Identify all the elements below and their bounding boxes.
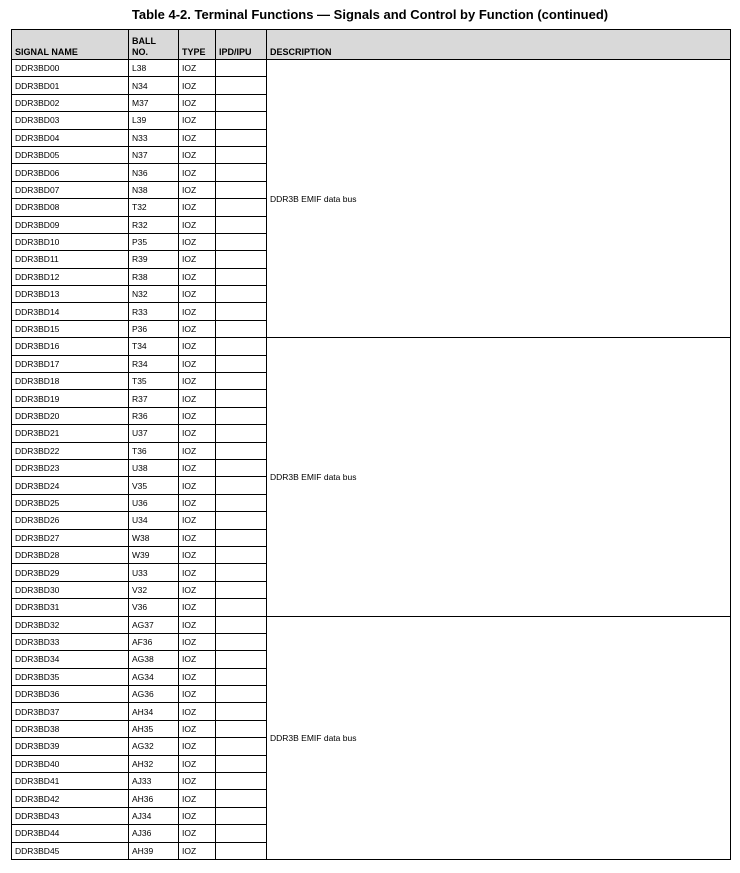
ipd-ipu-cell	[216, 320, 267, 337]
type-cell: IOZ	[179, 338, 216, 355]
ipd-ipu-cell	[216, 338, 267, 355]
signal-name-cell: DDR3BD02	[12, 94, 129, 111]
type-cell: IOZ	[179, 546, 216, 563]
ipd-ipu-cell	[216, 720, 267, 737]
ipd-ipu-cell	[216, 129, 267, 146]
type-cell: IOZ	[179, 581, 216, 598]
ipd-ipu-cell	[216, 390, 267, 407]
ball-no-cell: AG32	[129, 738, 179, 755]
ipd-ipu-cell	[216, 581, 267, 598]
ball-no-cell: T35	[129, 373, 179, 390]
table-body	[12, 60, 731, 860]
signal-name-cell: DDR3BD43	[12, 807, 129, 824]
ball-no-cell: AF36	[129, 633, 179, 650]
header-ball-line1: BALL	[132, 36, 156, 46]
signal-name-cell: DDR3BD25	[12, 494, 129, 511]
type-cell: IOZ	[179, 181, 216, 198]
type-cell: IOZ	[179, 529, 216, 546]
type-cell: IOZ	[179, 268, 216, 285]
ball-no-cell: U33	[129, 564, 179, 581]
ball-no-cell: R32	[129, 216, 179, 233]
type-cell: IOZ	[179, 164, 216, 181]
ipd-ipu-cell	[216, 512, 267, 529]
ipd-ipu-cell	[216, 773, 267, 790]
type-cell: IOZ	[179, 738, 216, 755]
type-cell: IOZ	[179, 373, 216, 390]
ipd-ipu-cell	[216, 616, 267, 633]
header-ball-no	[129, 30, 179, 60]
signal-name-cell: DDR3BD10	[12, 233, 129, 250]
ball-no-cell: N36	[129, 164, 179, 181]
type-cell: IOZ	[179, 720, 216, 737]
ipd-ipu-cell	[216, 425, 267, 442]
type-cell: IOZ	[179, 494, 216, 511]
ball-no-cell: R39	[129, 251, 179, 268]
signal-name-cell: DDR3BD38	[12, 720, 129, 737]
signal-name-cell: DDR3BD13	[12, 286, 129, 303]
ball-no-cell: AG36	[129, 686, 179, 703]
type-cell: IOZ	[179, 60, 216, 77]
signal-name-cell: DDR3BD17	[12, 355, 129, 372]
signal-name-cell: DDR3BD34	[12, 651, 129, 668]
ipd-ipu-cell	[216, 529, 267, 546]
ball-no-cell: U38	[129, 459, 179, 476]
signal-name-cell: DDR3BD05	[12, 146, 129, 163]
signal-name-cell: DDR3BD03	[12, 112, 129, 129]
type-cell: IOZ	[179, 564, 216, 581]
ball-no-cell: R38	[129, 268, 179, 285]
ipd-ipu-cell	[216, 112, 267, 129]
type-cell: IOZ	[179, 129, 216, 146]
ipd-ipu-cell	[216, 286, 267, 303]
ipd-ipu-cell	[216, 494, 267, 511]
ball-no-cell: N34	[129, 77, 179, 94]
type-cell: IOZ	[179, 459, 216, 476]
terminal-functions-table	[11, 29, 731, 860]
signal-name-cell: DDR3BD04	[12, 129, 129, 146]
signal-name-cell: DDR3BD41	[12, 773, 129, 790]
signal-name-cell: DDR3BD42	[12, 790, 129, 807]
ball-no-cell: L38	[129, 60, 179, 77]
ball-no-cell: N33	[129, 129, 179, 146]
ipd-ipu-cell	[216, 251, 267, 268]
signal-name-cell: DDR3BD27	[12, 529, 129, 546]
ball-no-cell: AH32	[129, 755, 179, 772]
ball-no-cell: V32	[129, 581, 179, 598]
signal-name-cell: DDR3BD24	[12, 477, 129, 494]
type-cell: IOZ	[179, 425, 216, 442]
header-ball-line2: NO.	[132, 47, 149, 57]
description-cell: DDR3B EMIF data bus	[267, 616, 731, 859]
type-cell: IOZ	[179, 146, 216, 163]
header-row	[12, 30, 731, 60]
type-cell: IOZ	[179, 807, 216, 824]
type-cell: IOZ	[179, 477, 216, 494]
signal-name-cell: DDR3BD20	[12, 407, 129, 424]
ball-no-cell: AH35	[129, 720, 179, 737]
ipd-ipu-cell	[216, 703, 267, 720]
ipd-ipu-cell	[216, 355, 267, 372]
ipd-ipu-cell	[216, 216, 267, 233]
type-cell: IOZ	[179, 616, 216, 633]
signal-name-cell: DDR3BD07	[12, 181, 129, 198]
signal-name-cell: DDR3BD19	[12, 390, 129, 407]
type-cell: IOZ	[179, 790, 216, 807]
ipd-ipu-cell	[216, 842, 267, 859]
type-cell: IOZ	[179, 668, 216, 685]
type-cell: IOZ	[179, 303, 216, 320]
ipd-ipu-cell	[216, 546, 267, 563]
ipd-ipu-cell	[216, 442, 267, 459]
ball-no-cell: AJ33	[129, 773, 179, 790]
table-header	[12, 30, 731, 60]
type-cell: IOZ	[179, 686, 216, 703]
ipd-ipu-cell	[216, 755, 267, 772]
ball-no-cell: P36	[129, 320, 179, 337]
table-row	[12, 616, 731, 633]
signal-name-cell: DDR3BD30	[12, 581, 129, 598]
type-cell: IOZ	[179, 233, 216, 250]
type-cell: IOZ	[179, 633, 216, 650]
ball-no-cell: M37	[129, 94, 179, 111]
ball-no-cell: R36	[129, 407, 179, 424]
header-signal-name: SIGNAL NAME	[12, 30, 129, 60]
ball-no-cell: AG38	[129, 651, 179, 668]
ipd-ipu-cell	[216, 77, 267, 94]
ipd-ipu-cell	[216, 459, 267, 476]
signal-name-cell: DDR3BD14	[12, 303, 129, 320]
signal-name-cell: DDR3BD16	[12, 338, 129, 355]
signal-name-cell: DDR3BD11	[12, 251, 129, 268]
type-cell: IOZ	[179, 286, 216, 303]
type-cell: IOZ	[179, 407, 216, 424]
ball-no-cell: U36	[129, 494, 179, 511]
description-cell: DDR3B EMIF data bus	[267, 60, 731, 338]
ipd-ipu-cell	[216, 651, 267, 668]
ball-no-cell: T34	[129, 338, 179, 355]
signal-name-cell: DDR3BD44	[12, 825, 129, 842]
ball-no-cell: AJ36	[129, 825, 179, 842]
type-cell: IOZ	[179, 651, 216, 668]
signal-name-cell: DDR3BD06	[12, 164, 129, 181]
signal-name-cell: DDR3BD23	[12, 459, 129, 476]
ipd-ipu-cell	[216, 303, 267, 320]
type-cell: IOZ	[179, 512, 216, 529]
signal-name-cell: DDR3BD39	[12, 738, 129, 755]
ipd-ipu-cell	[216, 825, 267, 842]
signal-name-cell: DDR3BD35	[12, 668, 129, 685]
ball-no-cell: V36	[129, 599, 179, 616]
ball-no-cell: N37	[129, 146, 179, 163]
type-cell: IOZ	[179, 94, 216, 111]
type-cell: IOZ	[179, 442, 216, 459]
signal-name-cell: DDR3BD32	[12, 616, 129, 633]
signal-name-cell: DDR3BD15	[12, 320, 129, 337]
ipd-ipu-cell	[216, 477, 267, 494]
type-cell: IOZ	[179, 251, 216, 268]
type-cell: IOZ	[179, 112, 216, 129]
ball-no-cell: U37	[129, 425, 179, 442]
ball-no-cell: T36	[129, 442, 179, 459]
signal-name-cell: DDR3BD36	[12, 686, 129, 703]
signal-name-cell: DDR3BD33	[12, 633, 129, 650]
ipd-ipu-cell	[216, 668, 267, 685]
ball-no-cell: AJ34	[129, 807, 179, 824]
ipd-ipu-cell	[216, 233, 267, 250]
ball-no-cell: AH39	[129, 842, 179, 859]
ball-no-cell: AG34	[129, 668, 179, 685]
ipd-ipu-cell	[216, 94, 267, 111]
ball-no-cell: AH34	[129, 703, 179, 720]
ipd-ipu-cell	[216, 738, 267, 755]
type-cell: IOZ	[179, 825, 216, 842]
ipd-ipu-cell	[216, 60, 267, 77]
signal-name-cell: DDR3BD26	[12, 512, 129, 529]
ipd-ipu-cell	[216, 373, 267, 390]
ipd-ipu-cell	[216, 146, 267, 163]
type-cell: IOZ	[179, 703, 216, 720]
ball-no-cell: N32	[129, 286, 179, 303]
ipd-ipu-cell	[216, 164, 267, 181]
ipd-ipu-cell	[216, 407, 267, 424]
signal-name-cell: DDR3BD09	[12, 216, 129, 233]
signal-name-cell: DDR3BD01	[12, 77, 129, 94]
ipd-ipu-cell	[216, 790, 267, 807]
ipd-ipu-cell	[216, 807, 267, 824]
ball-no-cell: T32	[129, 199, 179, 216]
signal-name-cell: DDR3BD00	[12, 60, 129, 77]
type-cell: IOZ	[179, 355, 216, 372]
type-cell: IOZ	[179, 77, 216, 94]
ball-no-cell: U34	[129, 512, 179, 529]
ball-no-cell: N38	[129, 181, 179, 198]
ipd-ipu-cell	[216, 199, 267, 216]
ball-no-cell: W38	[129, 529, 179, 546]
ball-no-cell: AH36	[129, 790, 179, 807]
ball-no-cell: P35	[129, 233, 179, 250]
signal-name-cell: DDR3BD28	[12, 546, 129, 563]
type-cell: IOZ	[179, 599, 216, 616]
signal-name-cell: DDR3BD37	[12, 703, 129, 720]
signal-name-cell: DDR3BD29	[12, 564, 129, 581]
ipd-ipu-cell	[216, 633, 267, 650]
type-cell: IOZ	[179, 755, 216, 772]
signal-name-cell: DDR3BD08	[12, 199, 129, 216]
type-cell: IOZ	[179, 320, 216, 337]
type-cell: IOZ	[179, 773, 216, 790]
header-description: DESCRIPTION	[267, 30, 731, 60]
signal-name-cell: DDR3BD12	[12, 268, 129, 285]
table-title: Table 4-2. Terminal Functions — Signals and Control by Function (continued)	[131, 7, 609, 22]
ipd-ipu-cell	[216, 686, 267, 703]
ball-no-cell: W39	[129, 546, 179, 563]
header-type: TYPE	[179, 30, 216, 60]
type-cell: IOZ	[179, 842, 216, 859]
signal-name-cell: DDR3BD22	[12, 442, 129, 459]
type-cell: IOZ	[179, 199, 216, 216]
ipd-ipu-cell	[216, 564, 267, 581]
signal-name-cell: DDR3BD31	[12, 599, 129, 616]
type-cell: IOZ	[179, 390, 216, 407]
ipd-ipu-cell	[216, 268, 267, 285]
table-row	[12, 338, 731, 355]
table-row	[12, 60, 731, 77]
description-cell: DDR3B EMIF data bus	[267, 338, 731, 616]
ball-no-cell: L39	[129, 112, 179, 129]
ipd-ipu-cell	[216, 181, 267, 198]
ball-no-cell: V35	[129, 477, 179, 494]
ipd-ipu-cell	[216, 599, 267, 616]
signal-name-cell: DDR3BD45	[12, 842, 129, 859]
type-cell: IOZ	[179, 216, 216, 233]
ball-no-cell: R34	[129, 355, 179, 372]
signal-name-cell: DDR3BD21	[12, 425, 129, 442]
signal-name-cell: DDR3BD18	[12, 373, 129, 390]
header-ipd-ipu: IPD/IPU	[216, 30, 267, 60]
ball-no-cell: R33	[129, 303, 179, 320]
ball-no-cell: AG37	[129, 616, 179, 633]
ball-no-cell: R37	[129, 390, 179, 407]
signal-name-cell: DDR3BD40	[12, 755, 129, 772]
